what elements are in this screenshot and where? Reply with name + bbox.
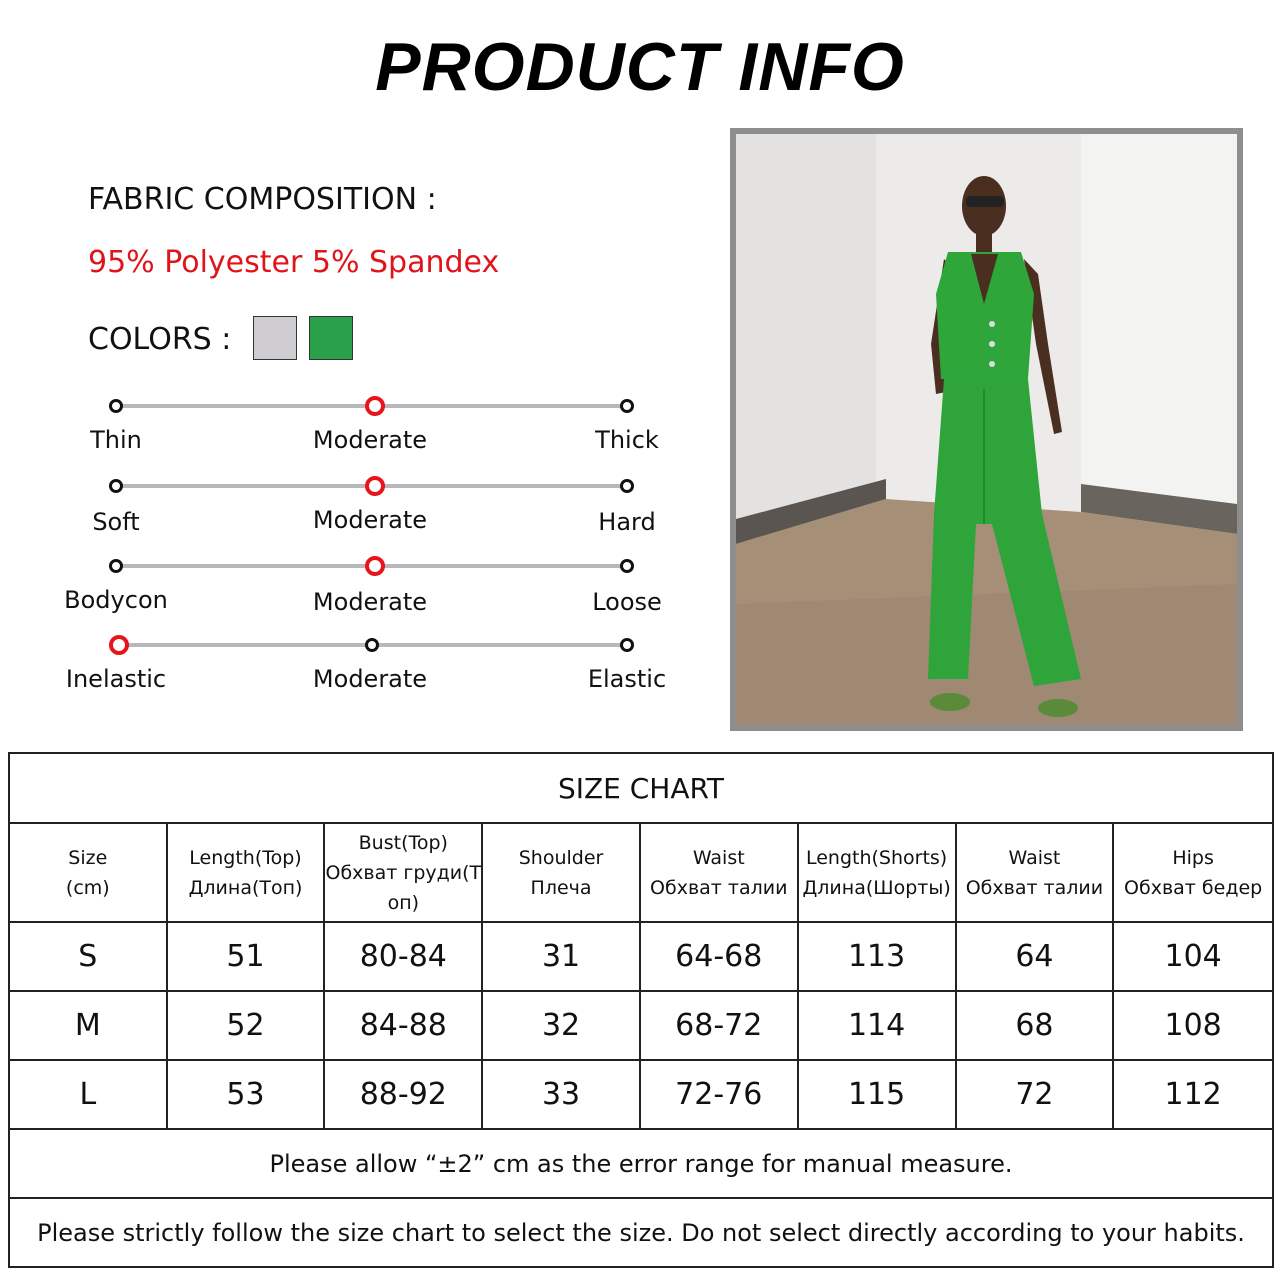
table-cell: 113 — [798, 922, 956, 991]
table-cell: 88-92 — [324, 1060, 482, 1129]
header-bust-top: Bust(Top) Обхват груди(Т оп) — [324, 823, 482, 922]
header-hips: Hips Обхват бедер — [1113, 823, 1273, 922]
size-chart-table — [8, 752, 1274, 1268]
scale-dot-left — [109, 559, 123, 573]
fabric-composition-value: 95% Polyester 5% Spandex — [88, 245, 500, 280]
table-cell: 68-72 — [640, 991, 798, 1060]
header-length-top: Length(Top) Длина(Топ) — [167, 823, 325, 922]
color-swatch-green[interactable] — [309, 316, 353, 360]
softness-scale — [0, 484, 720, 544]
scale-dot-left — [109, 479, 123, 493]
scale-dot-left — [109, 399, 123, 413]
table-cell: 80-84 — [324, 922, 482, 991]
table-cell: L — [9, 1060, 167, 1129]
scale-label-middle: Moderate — [312, 426, 428, 454]
colors-label: COLORS : — [88, 322, 232, 357]
scale-dot-right — [620, 399, 634, 413]
scale-dot-right — [620, 559, 634, 573]
table-cell: 53 — [167, 1060, 325, 1129]
scale-label-right: Elastic — [587, 665, 667, 693]
table-cell: M — [9, 991, 167, 1060]
scale-label-middle: Moderate — [312, 506, 428, 534]
table-cell: 72 — [956, 1060, 1114, 1129]
scale-label-right: Hard — [598, 508, 656, 536]
table-cell: 112 — [1113, 1060, 1273, 1129]
table-cell: 31 — [482, 922, 640, 991]
header-waist-top: Waist Обхват талии — [640, 823, 798, 922]
table-cell: S — [9, 922, 167, 991]
table-cell: 51 — [167, 922, 325, 991]
fabric-composition-label: FABRIC COMPOSITION : — [88, 182, 437, 217]
table-cell: 115 — [798, 1060, 956, 1129]
table-cell: 68 — [956, 991, 1114, 1060]
scale-label-left: Inelastic — [65, 665, 167, 693]
header-size: Size (cm) — [9, 823, 167, 922]
scale-dot-middle — [365, 556, 385, 576]
scale-label-right: Thick — [595, 426, 659, 454]
page-title: PRODUCT INFO — [375, 29, 905, 105]
scale-dot-middle — [365, 396, 385, 416]
header-waist-bottom: Waist Обхват талии — [956, 823, 1114, 922]
size-chart-title: SIZE CHART — [9, 753, 1273, 823]
color-swatch-grey[interactable] — [253, 316, 297, 360]
scale-label-left: Thin — [90, 426, 142, 454]
table-cell: 64-68 — [640, 922, 798, 991]
thickness-scale — [0, 404, 720, 464]
fit-scale — [0, 564, 720, 624]
scale-dot-right — [620, 479, 634, 493]
scale-dot-right — [620, 638, 634, 652]
scale-label-left: Soft — [92, 508, 140, 536]
header-shoulder: Shoulder Плеча — [482, 823, 640, 922]
table-cell: 72-76 — [640, 1060, 798, 1129]
table-cell: 52 — [167, 991, 325, 1060]
table-cell: 114 — [798, 991, 956, 1060]
table-header-row — [9, 823, 1273, 922]
header-length-shorts: Length(Shorts) Длина(Шорты) — [798, 823, 956, 922]
scale-label-left: Bodycon — [64, 586, 168, 614]
table-cell: 64 — [956, 922, 1114, 991]
table-cell: 32 — [482, 991, 640, 1060]
table-cell: 104 — [1113, 922, 1273, 991]
table-cell: 108 — [1113, 991, 1273, 1060]
scale-label-middle: Moderate — [312, 588, 428, 616]
size-selection-note: Please strictly follow the size chart to select the size. Do not select directly according to your habits. — [9, 1198, 1273, 1267]
product-photo — [730, 128, 1243, 731]
error-range-note: Please allow “±2” cm as the error range for manual measure. — [9, 1129, 1273, 1198]
model-photo-illustration — [736, 134, 1237, 725]
table-cell: 33 — [482, 1060, 640, 1129]
scale-label-middle: Moderate — [312, 665, 428, 693]
table-row-s — [9, 922, 1273, 991]
table-row-m — [9, 991, 1273, 1060]
table-cell: 84-88 — [324, 991, 482, 1060]
scale-label-right: Loose — [592, 588, 662, 616]
scale-dot-middle — [365, 638, 379, 652]
table-row-l — [9, 1060, 1273, 1129]
scale-dot-middle — [365, 476, 385, 496]
elasticity-scale — [0, 643, 720, 703]
scale-dot-left — [109, 635, 129, 655]
